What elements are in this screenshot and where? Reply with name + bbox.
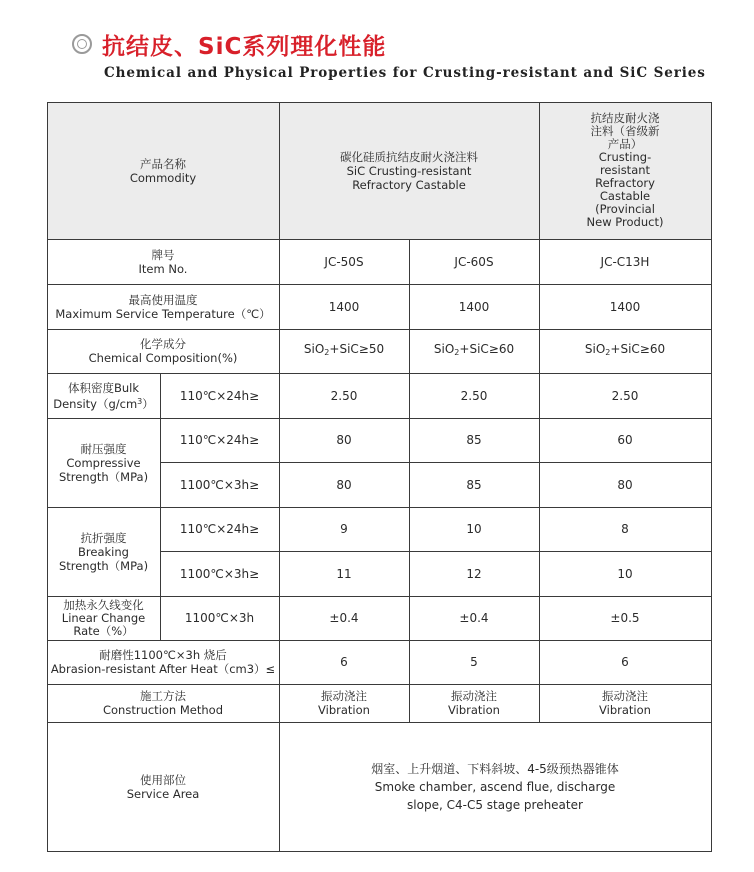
service-area-value-en-2: slope, C4-C5 stage preheater: [407, 797, 583, 812]
breaking-value: 10: [466, 522, 482, 536]
product-crusting-line: Crusting-: [598, 150, 652, 164]
compressive-condition: 1100℃×3h≥: [179, 477, 260, 492]
construction-label-cn: 施工方法: [140, 689, 186, 703]
compressive-value: 60: [617, 433, 633, 447]
service-area-value-en: Smoke chamber, ascend flue, discharge: [374, 779, 616, 794]
max-temp-value: 1400: [458, 299, 490, 314]
chem-value: [279, 329, 409, 373]
max-temp-value: 1400: [609, 299, 641, 314]
construction-value: [279, 684, 409, 722]
product-crusting-line: Refractory: [595, 176, 655, 190]
max-temp-label: [47, 284, 279, 329]
compressive-condition: 110℃×24h≥: [179, 433, 260, 447]
bulk-density-label-en: Density（g/cm: [53, 396, 138, 411]
breaking-label-cn: 抗折强度: [80, 530, 127, 545]
linear-change-value: ±0.4: [329, 611, 359, 625]
abrasion-label-en: Abrasion-resistant After Heat（cm3）≤: [50, 662, 276, 676]
construction-value-cn: 振动浇注: [602, 689, 648, 703]
abrasion-value: 6: [621, 655, 629, 669]
bulk-density-value: 2.50: [460, 388, 488, 403]
chem-label-cn: 化学成分: [140, 337, 186, 351]
chem-value: [539, 329, 711, 373]
abrasion-value: 5: [470, 655, 478, 669]
product-crusting-line: 产品）: [607, 137, 643, 151]
linear-change-label-unit: Rate（%）: [73, 623, 134, 638]
item-no-value: JC-60S: [454, 254, 494, 269]
chem-value: [409, 329, 539, 373]
product-crusting-line: 抗结皮耐火浇: [590, 111, 660, 125]
product-crusting-line: New Product): [586, 215, 664, 229]
chem-subscript: 2: [605, 348, 611, 357]
bulk-density-label-end: ）: [142, 396, 154, 411]
max-temp-value: 1400: [328, 299, 360, 314]
page-title: [72, 30, 386, 58]
breaking-label-unit: Strength（MPa): [58, 558, 149, 573]
bulk-density-label: [47, 373, 160, 418]
compressive-value: 80: [336, 477, 352, 492]
breaking-value: 10: [617, 566, 633, 581]
compressive-value: 80: [617, 477, 633, 492]
product-sic-header: [279, 102, 539, 239]
construction-value-cn: 振动浇注: [451, 689, 497, 703]
construction-value-en: Vibration: [599, 703, 651, 717]
product-sic-name-en-2: Refractory Castable: [352, 177, 466, 192]
commodity-label-en: Commodity: [129, 170, 197, 185]
construction-value: [409, 684, 539, 722]
bulk-density-value: 2.50: [611, 388, 639, 403]
linear-change-condition: 1100℃×3h: [184, 611, 255, 625]
item-no-label: [47, 239, 279, 284]
breaking-condition: 1100℃×3h≥: [179, 566, 260, 581]
bulk-density-condition: 110℃×24h≥: [179, 388, 260, 403]
max-temp-label-en: Maximum Service Temperature（℃）: [55, 306, 271, 321]
bulk-density-superscript: 3: [137, 396, 143, 406]
breaking-value: 11: [336, 566, 352, 581]
abrasion-value: 6: [340, 655, 348, 669]
linear-change-label: [47, 596, 160, 640]
item-no-label-cn: 牌号: [151, 247, 175, 262]
bulk-density-label-cn: 体积密度Bulk: [67, 380, 140, 395]
construction-label: [47, 684, 279, 722]
title-chinese: 抗结皮、SiC系列理化性能: [102, 33, 387, 60]
item-no-label-en: Item No.: [138, 261, 188, 276]
breaking-value: 12: [466, 566, 482, 581]
linear-change-label-cn: 加热永久线变化: [63, 597, 144, 612]
linear-change-value: ±0.4: [459, 611, 489, 625]
circle-bullet-icon: [72, 34, 92, 54]
construction-value: [539, 684, 711, 722]
breaking-label: [47, 507, 160, 596]
service-area-value-cn: 烟室、上升烟道、下料斜坡、4-5级预热器锥体: [371, 761, 619, 776]
compressive-label-cn: 耐压强度: [80, 441, 127, 456]
construction-value-en: Vibration: [448, 703, 500, 717]
construction-value-en: Vibration: [318, 703, 370, 717]
chem-formula: SiO: [584, 342, 606, 356]
service-area-label-en: Service Area: [126, 786, 200, 801]
abrasion-label-cn: 耐磨性1100℃×3h 烧后: [99, 648, 227, 662]
compressive-value: 80: [336, 433, 352, 447]
chem-subscript: 2: [324, 348, 330, 357]
compressive-label-unit: Strength（MPa): [58, 469, 149, 484]
construction-label-en: Construction Method: [102, 703, 223, 717]
properties-table: [47, 102, 712, 852]
breaking-value: 8: [621, 522, 629, 536]
product-sic-name-cn: 碳化硅质抗结皮耐火浇注料: [340, 149, 478, 164]
commodity-label-cn: 产品名称: [140, 156, 186, 171]
item-no-value: JC-50S: [324, 254, 364, 269]
service-area-value: [279, 722, 711, 851]
compressive-label-en: Compressive: [66, 455, 141, 470]
breaking-label-en: Breaking: [78, 544, 129, 559]
chem-formula-rest: +SiC≥60: [610, 342, 666, 356]
chem-formula-rest: +SiC≥60: [459, 342, 515, 356]
product-crusting-line: resistant: [599, 163, 651, 177]
max-temp-label-cn: 最高使用温度: [128, 292, 198, 307]
construction-value-cn: 振动浇注: [321, 689, 367, 703]
chem-label-en: Chemical Composition(%): [88, 351, 238, 365]
service-area-label: [47, 722, 279, 851]
compressive-value: 85: [466, 477, 482, 492]
linear-change-label-en: Linear Change: [61, 610, 146, 625]
commodity-header: [47, 102, 279, 239]
chem-label: [47, 329, 279, 373]
product-crusting-line: Castable: [599, 189, 651, 203]
compressive-value: 85: [466, 433, 482, 447]
bulk-density-value: 2.50: [330, 388, 358, 403]
chem-formula: SiO: [433, 342, 455, 356]
product-crusting-line: (Provincial: [595, 202, 655, 216]
breaking-condition: 110℃×24h≥: [179, 522, 260, 536]
chem-formula: SiO: [303, 342, 325, 356]
product-crusting-line: 注料（省级新: [590, 124, 660, 138]
product-sic-name-en: SiC Crusting-resistant: [346, 163, 472, 178]
service-area-label-cn: 使用部位: [140, 772, 186, 787]
breaking-value: 9: [340, 522, 348, 536]
product-crusting-header: [539, 102, 711, 239]
linear-change-value: ±0.5: [610, 611, 640, 625]
compressive-label: [47, 418, 160, 507]
item-no-value: JC-C13H: [600, 254, 650, 269]
chem-subscript: 2: [454, 348, 460, 357]
chem-formula-rest: +SiC≥50: [329, 342, 385, 356]
title-english: Chemical and Physical Properties for Crusting-resistant and SiC Series: [104, 65, 706, 81]
abrasion-label: [47, 640, 279, 684]
